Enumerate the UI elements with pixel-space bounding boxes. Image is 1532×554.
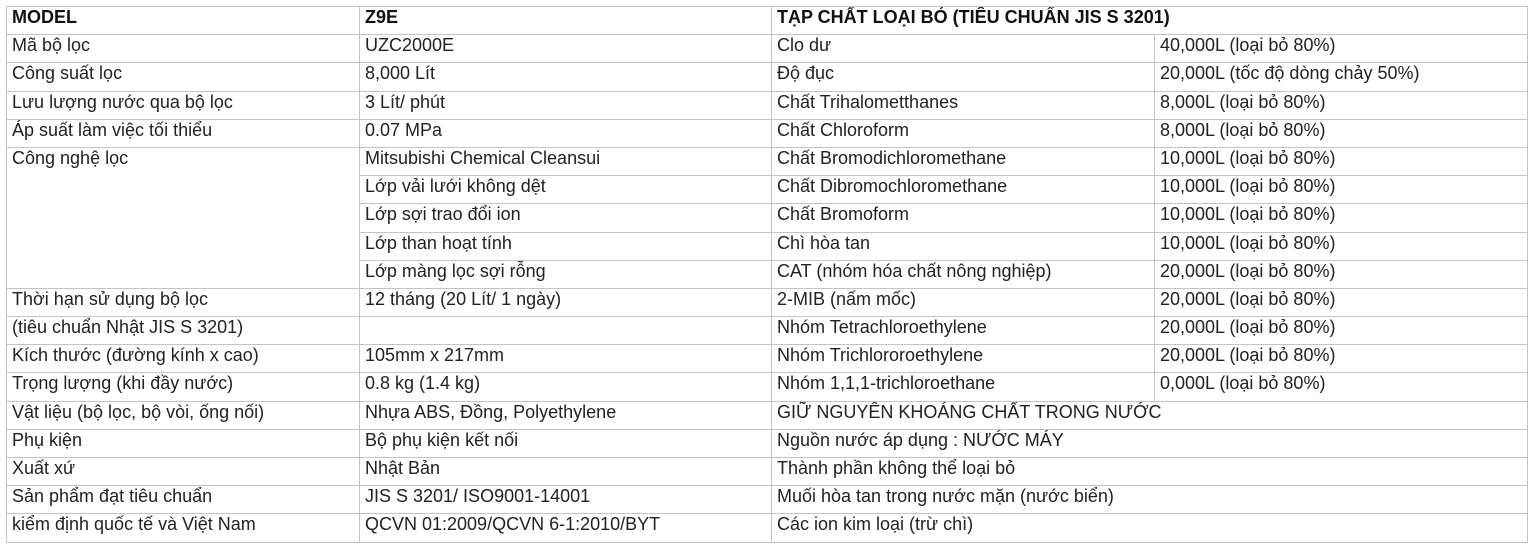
spec-value: 3 Lít/ phút (360, 91, 772, 119)
impurity-note: GIỮ NGUYÊN KHOÁNG CHẤT TRONG NƯỚC (772, 401, 1528, 429)
removal-capacity: 20,000L (loại bỏ 80%) (1155, 260, 1528, 288)
table-row (7, 345, 1528, 373)
removal-capacity: 10,000L (loại bỏ 80%) (1155, 176, 1528, 204)
spec-label: Xuất xứ (7, 458, 360, 486)
table-row (7, 486, 1528, 514)
spec-value: 12 tháng (20 Lít/ 1 ngày) (360, 288, 772, 316)
spec-label: (tiêu chuẩn Nhật JIS S 3201) (7, 317, 360, 345)
spec-value: 0.8 kg (1.4 kg) (360, 373, 772, 401)
impurity-name: Chì hòa tan (772, 232, 1155, 260)
impurity-note: Thành phần không thể loại bỏ (772, 458, 1528, 486)
table-header-row (7, 7, 1528, 35)
table-row (7, 147, 1528, 175)
spec-value: Lớp sợi trao đổi ion (360, 204, 772, 232)
removal-capacity: 8,000L (loại bỏ 80%) (1155, 91, 1528, 119)
impurity-note: Các ion kim loại (trừ chì) (772, 514, 1528, 542)
spec-value: 105mm x 217mm (360, 345, 772, 373)
impurity-name: Nhóm 1,1,1-trichloroethane (772, 373, 1155, 401)
spec-value: UZC2000E (360, 35, 772, 63)
removal-capacity: 10,000L (loại bỏ 80%) (1155, 147, 1528, 175)
removal-capacity: 20,000L (tốc độ dòng chảy 50%) (1155, 63, 1528, 91)
spec-value: JIS S 3201/ ISO9001-14001 (360, 486, 772, 514)
impurity-name: Chất Trihalometthanes (772, 91, 1155, 119)
spec-value: Lớp màng lọc sợi rỗng (360, 260, 772, 288)
table-row (7, 401, 1528, 429)
impurity-name: Độ đục (772, 63, 1155, 91)
impurity-name: 2-MIB (nấm mốc) (772, 288, 1155, 316)
spec-label: Trọng lượng (khi đầy nước) (7, 373, 360, 401)
table-row (7, 35, 1528, 63)
spec-value (360, 317, 772, 345)
spec-table (6, 6, 1528, 543)
spec-label: Công nghệ lọc (7, 147, 360, 288)
spec-value: 0.07 MPa (360, 119, 772, 147)
table-row (7, 288, 1528, 316)
spec-value: Bộ phụ kiện kết nối (360, 429, 772, 457)
removal-capacity: 20,000L (loại bỏ 80%) (1155, 317, 1528, 345)
spec-label: Phụ kiện (7, 429, 360, 457)
spec-label: kiểm định quốc tế và Việt Nam (7, 514, 360, 542)
spec-value: 8,000 Lít (360, 63, 772, 91)
spec-value: Mitsubishi Chemical Cleansui (360, 147, 772, 175)
removal-capacity: 20,000L (loại bỏ 80%) (1155, 345, 1528, 373)
model-label: MODEL (7, 7, 360, 35)
model-value: Z9E (360, 7, 772, 35)
impurity-name: Nhóm Tetrachloroethylene (772, 317, 1155, 345)
spec-value: Nhựa ABS, Đồng, Polyethylene (360, 401, 772, 429)
impurity-name: Chất Dibromochloromethane (772, 176, 1155, 204)
spec-value: Lớp than hoạt tính (360, 232, 772, 260)
impurity-note: Nguồn nước áp dụng : NƯỚC MÁY (772, 429, 1528, 457)
spec-label: Mã bộ lọc (7, 35, 360, 63)
spec-value: Nhật Bản (360, 458, 772, 486)
table-row (7, 63, 1528, 91)
removal-capacity: 8,000L (loại bỏ 80%) (1155, 119, 1528, 147)
table-row (7, 119, 1528, 147)
spec-label: Sản phẩm đạt tiêu chuẩn (7, 486, 360, 514)
impurity-name: Chất Bromodichloromethane (772, 147, 1155, 175)
table-row (7, 317, 1528, 345)
impurity-name: Nhóm Trichlororoethylene (772, 345, 1155, 373)
table-row (7, 458, 1528, 486)
impurity-name: CAT (nhóm hóa chất nông nghiệp) (772, 260, 1155, 288)
spec-label: Vật liệu (bộ lọc, bộ vòi, ống nối) (7, 401, 360, 429)
spec-label: Kích thước (đường kính x cao) (7, 345, 360, 373)
spec-label: Áp suất làm việc tối thiểu (7, 119, 360, 147)
removal-capacity: 0,000L (loại bỏ 80%) (1155, 373, 1528, 401)
table-row (7, 514, 1528, 542)
spec-value: Lớp vải lưới không dệt (360, 176, 772, 204)
impurity-name: Clo dư (772, 35, 1155, 63)
removal-capacity: 10,000L (loại bỏ 80%) (1155, 232, 1528, 260)
spec-label: Lưu lượng nước qua bộ lọc (7, 91, 360, 119)
impurity-name: Chất Bromoform (772, 204, 1155, 232)
table-row (7, 373, 1528, 401)
removal-capacity: 10,000L (loại bỏ 80%) (1155, 204, 1528, 232)
spec-value: QCVN 01:2009/QCVN 6-1:2010/BYT (360, 514, 772, 542)
spec-label: Công suất lọc (7, 63, 360, 91)
removal-capacity: 40,000L (loại bỏ 80%) (1155, 35, 1528, 63)
removal-capacity: 20,000L (loại bỏ 80%) (1155, 288, 1528, 316)
table-row (7, 429, 1528, 457)
spec-label: Thời hạn sử dụng bộ lọc (7, 288, 360, 316)
table-row (7, 91, 1528, 119)
impurity-name: Chất Chloroform (772, 119, 1155, 147)
impurities-title: TẠP CHẤT LOẠI BỎ (TIÊU CHUẨN JIS S 3201) (772, 7, 1528, 35)
impurity-note: Muối hòa tan trong nước mặn (nước biển) (772, 486, 1528, 514)
